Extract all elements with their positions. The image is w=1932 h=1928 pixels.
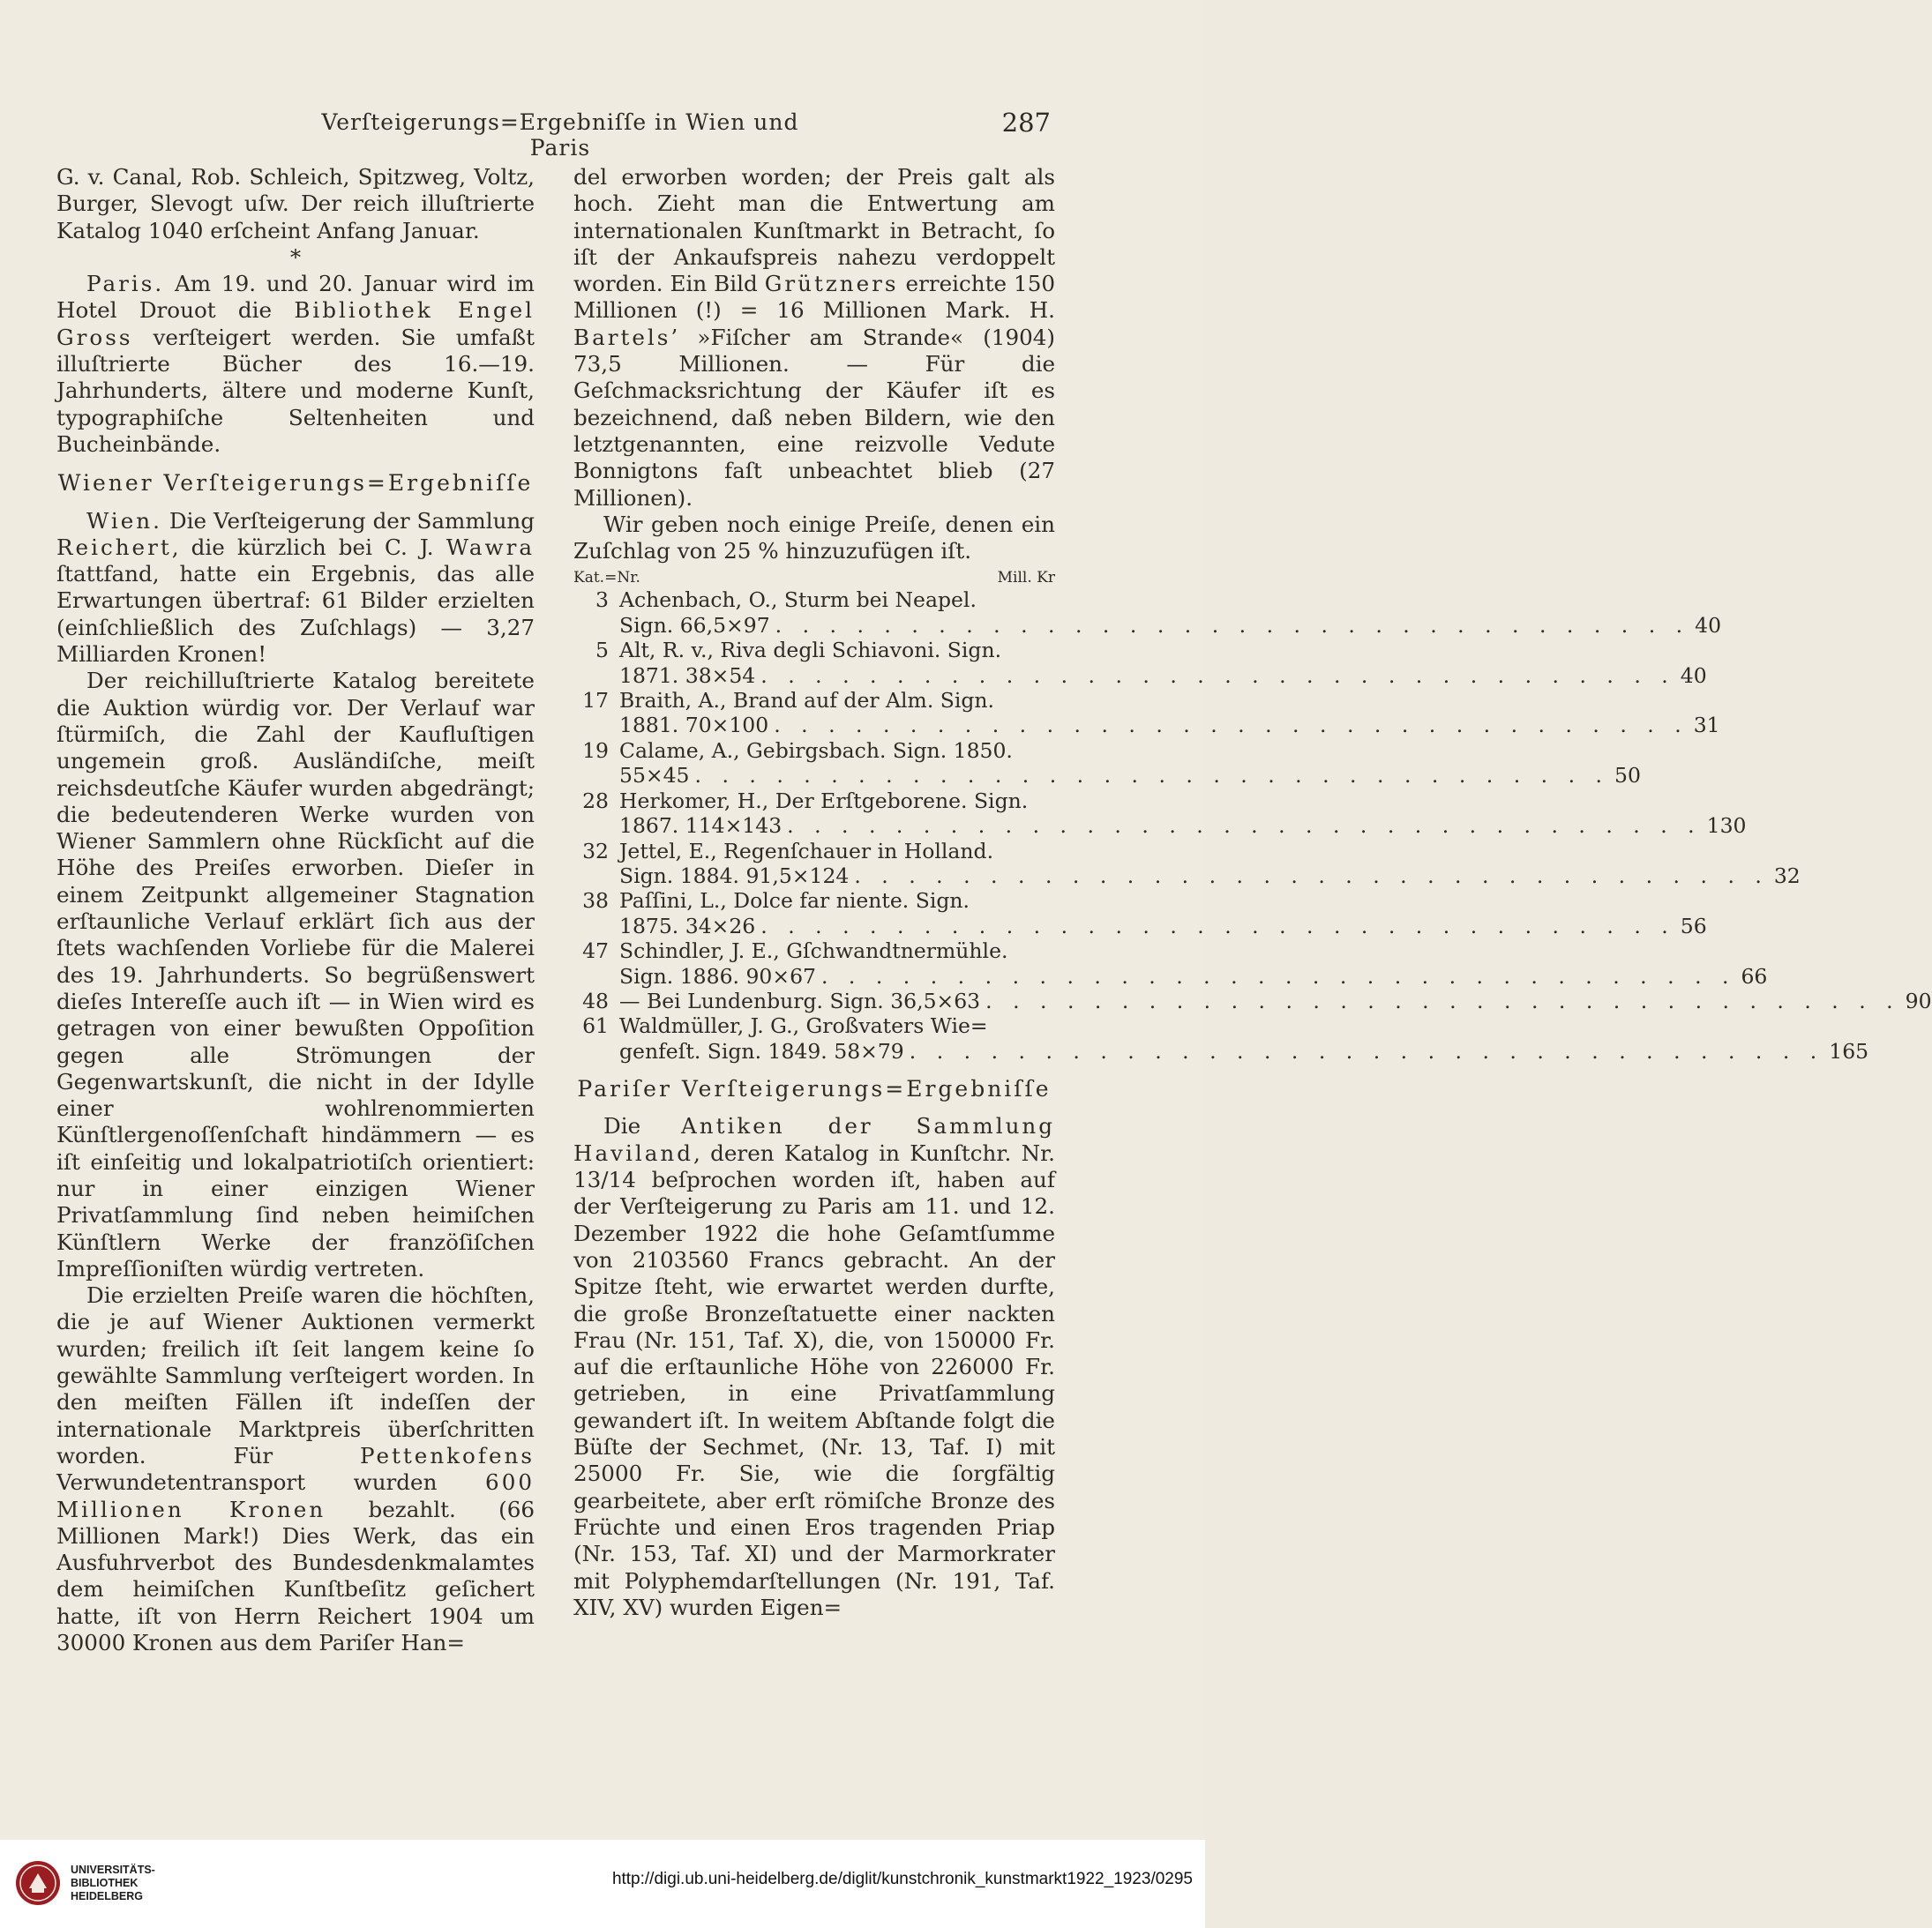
paragraph-haviland — [573, 1113, 1055, 1621]
running-head: Verſteigerungs=Ergebniſſe in Wien und Paris — [321, 109, 799, 161]
paragraph-price-list-intro: Wir geben noch einige Preiſe, denen ein Zuſchlag von 25 % hinzuzufügen iſt. — [573, 511, 1055, 564]
price-entry — [573, 688, 1720, 738]
entry-detail-line — [619, 914, 1707, 938]
entry-details: 1867. 114×143 — [619, 813, 783, 839]
leader-dots — [755, 663, 1681, 688]
text-run: ſtattfand, hatte ein Ergebnis, das alle Erwartungen übertraf: 61 Bilder erzielten (einſchließlich des Zuſchlags) — 3,27 Milliarden Kronen! — [56, 561, 535, 668]
paragraph-continued — [573, 164, 1055, 512]
entry-title: Alt, R. v., Riva degli Schiavoni. Sign. — [619, 638, 1002, 663]
catalog-number: 61 — [582, 1013, 609, 1039]
text-run: verſteigert werden. Sie umfaßt illuſtrierte Bücher des 16.—19. Jahrhunderts, ältere und moderne Kunſt, typographiſche Seltenheiten und Bucheinbände. — [56, 324, 535, 457]
place-wien: Wien. — [86, 507, 162, 534]
catalog-number: 3 — [595, 587, 609, 613]
entry-details: 55×45 — [619, 763, 690, 788]
entry-body — [619, 839, 1801, 889]
catalog-number: 5 — [595, 638, 609, 663]
entry-price: 130 — [1706, 813, 1747, 839]
text-run: , die kürzlich bei C. J. — [171, 534, 446, 560]
text-run: erreichte 150 Millionen (!) = 16 Millionen Mark. H. — [573, 271, 1055, 324]
collection-engel-gross: Bibliothek Engel Gross — [56, 297, 535, 350]
entry-body — [619, 638, 1707, 688]
entry-detail-line — [619, 964, 1767, 989]
text-run: Am 19. und 20. Januar wird im Hotel Drouot die — [56, 271, 535, 324]
entry-price: 40 — [1680, 662, 1707, 688]
entry-price: 31 — [1693, 713, 1720, 738]
entry-detail-line — [619, 713, 1720, 737]
text-run: del erworben worden; der Preis galt als hoch. Zieht man die Entwertung am internationalen Kunſtmarkt in Betracht, ſo iſt der Ankaufspreis nahezu verdoppelt worden. Ein Bild — [573, 164, 1055, 297]
entry-details: Sign. 1886. 90×67 — [619, 963, 816, 989]
entry-details: genfeſt. Sign. 1849. 58×79 — [619, 1038, 904, 1064]
entry-body — [619, 688, 1720, 738]
price-list — [573, 587, 1932, 1064]
entry-title: Calame, A., Gebirgsbach. Sign. 1850. — [619, 737, 1013, 763]
place-paris: Paris. — [86, 271, 165, 297]
catalog-number: 17 — [582, 688, 609, 714]
paragraph-munich-catalog: G. v. Canal, Rob. Schleich, Spitzweg, Voltz, Burger, Slevogt uſw. Der reich illuſtrierte Katalog 1040 erſcheint Anfang Januar. — [56, 164, 535, 243]
price-entry — [573, 938, 1768, 989]
paragraph-paris-announcement — [56, 271, 535, 458]
entry-body — [619, 938, 1767, 989]
artist-bartels: Bartels — [573, 324, 671, 350]
entry-details: 1871. 38×54 — [619, 662, 756, 688]
entry-body — [619, 587, 1721, 638]
entry-title: Waldmüller, J. G., Großvaters Wie= — [619, 1013, 988, 1039]
price-entry — [573, 1013, 1869, 1064]
source-url[interactable]: http://digi.ub.uni-heidelberg.de/diglit/kunstchronik_kunstmarkt1922_1923/0295 — [611, 1870, 1193, 1888]
heading-paris-results: Pariſer Verſteigerungs=Ergebniſſe — [577, 1076, 1052, 1102]
catalog-number: 32 — [582, 838, 609, 863]
price-entry — [573, 988, 1932, 1013]
leader-dots — [849, 863, 1774, 888]
catalog-number: 28 — [582, 788, 609, 813]
entry-title: Paſſini, L., Dolce far niente. Sign. — [619, 888, 970, 914]
price-entry — [573, 737, 1641, 788]
entry-body — [619, 888, 1707, 938]
text-run: ’ »Fiſcher am Strande« (1904) 73,5 Millionen. — Für die Geſchmacksrichtung der Käufer iſt es bezeichnend, daß neben Bildern, wie den letztgenannten, eine reizvolle Vedute Bonnigtons faſt unbeachtet blieb (27 Millionen). — [573, 324, 1055, 511]
price-entry — [573, 788, 1747, 839]
leader-dots — [755, 914, 1681, 938]
entry-details: — Bei Lundenburg. Sign. 36,5×63 — [619, 988, 981, 1013]
text-run: , deren Katalog in Kunſtchr. Nr. 13/14 beſprochen worden iſt, haben auf der Verſteigerung zu Paris am 11. und 12. Dezember 1922 die hohe Geſamtſumme von 2103560 Francs gebracht. An der Spitze ſteht, wie erwartet werden durfte, die große Bronzeſtatuette einer nackten Frau (Nr. 151, Taf. X), die, von 150000 Fr. auf die erſtaunliche Höhe von 226000 Fr. getrieben, in eine Privatſammlung gewandert iſt. In weitem Abſtande folgt die Büſte der Sechmet, (Nr. 13, Taf. I) mit 25000 Fr. Sie, wie die ſorgfältig gearbeitete, aber erſt römiſche Bronze des Früchte und einen Eros tragenden Priap (Nr. 153, Taf. XI) und der Marmorkrater mit Polyphemdarſtellungen (Nr. 191, Taf. XIV, XV) wurden Eigen= — [573, 1140, 1055, 1620]
entry-price: 66 — [1741, 963, 1768, 989]
price-list-header — [573, 568, 1055, 587]
entry-detail-line — [619, 613, 1721, 638]
leader-dots — [770, 613, 1696, 638]
catalog-number: 38 — [582, 888, 609, 914]
text-run: Die — [603, 1113, 682, 1140]
paragraph-auction-course: Der reichilluſtrierte Katalog bereitete die Auktion würdig vor. Der Verlauf war ſtürmiſch, die Zahl der Kaufluſtigen ungemein groß. Ausländiſche, meiſt reichsdeutſche Käufer wurden abgedrängt; die bedeutenderen Werke wurden von Wiener Sammlern ohne Rückſicht auf die Höhe des Preiſes erworben. Dieſer in einem Zeitpunkt allgemeiner Stagnation erſtaunliche Verlauf erklärt ſich aus der ſtets wachſenden Vorliebe für die Malerei des 19. Jahrhunderts. So begrüßenswert dieſes Intereſſe auch iſt — in Wien wird es getragen von einer bewußten Oppoſition gegen alle Strömungen der Gegenwartskunſt, die nicht in der Idylle einer wohlrenommierten Künſtlergenoſſenſchaft hindämmern — es iſt einſeitig und lokalpatriotiſch orientiert: nur in einer einzigen Wiener Privatſammlung ſind neben heimiſchen Künſtlern Werke der franzöſiſchen Impreſſioniſten würdig vertreten. — [56, 668, 535, 1282]
leader-dots — [768, 713, 1694, 737]
entry-price: 40 — [1695, 612, 1722, 638]
library-seal-icon — [14, 1859, 62, 1907]
entry-title: Herkomer, H., Der Erſtgeborene. Sign. — [619, 788, 1029, 813]
leader-dots — [980, 989, 1906, 1013]
paragraph-wien-intro — [56, 508, 535, 669]
entry-detail-line — [619, 1039, 1868, 1064]
entry-detail-line — [619, 663, 1707, 688]
text-run: bezahlt. (66 Millionen Mark!) Dies Werk, das ein Ausfuhrverbot des Bundesdenkmalamtes dem heimiſchen Kunſtbeſitz geſichert hatte, iſt von Herrn Reichert 1904 um 30000 Kronen aus dem Pariſer Han= — [56, 1496, 535, 1656]
entry-detail-line — [619, 763, 1641, 788]
page-number: 287 — [1001, 108, 1051, 138]
price-entry — [573, 838, 1801, 889]
library-name-line: UNIVERSITÄTS- — [71, 1864, 155, 1876]
entry-details: 1875. 34×26 — [619, 913, 756, 938]
entry-title: Achenbach, O., Sturm bei Neapel. — [619, 587, 977, 613]
catalog-number-label: Kat.=Nr. — [573, 569, 640, 587]
section-star: * — [289, 243, 302, 270]
left-column — [56, 164, 535, 1656]
text-run: Die Verſteigerung der Sammlung — [161, 507, 535, 534]
entry-body — [619, 788, 1747, 839]
entry-detail-line — [619, 989, 1932, 1013]
dealer-wawra: Wawra — [446, 534, 535, 560]
footer-bar — [0, 1840, 1205, 1928]
price-entry — [573, 888, 1707, 938]
entry-price: 50 — [1614, 763, 1641, 788]
price-600-millionen: 600 Millionen Kronen — [56, 1469, 535, 1522]
leader-dots — [904, 1039, 1830, 1064]
entry-title: Schindler, J. E., Gſchwandtnermühle. — [619, 938, 1008, 964]
entry-body — [619, 1013, 1868, 1064]
entry-body — [619, 738, 1641, 788]
entry-details: Sign. 1884. 91,5×124 — [619, 863, 850, 888]
price-entry — [573, 587, 1722, 638]
price-entry — [573, 638, 1707, 688]
entry-price: 32 — [1773, 863, 1801, 888]
library-name-line: HEIDELBERG — [71, 1890, 143, 1902]
entry-details: Sign. 66,5×97 — [619, 612, 770, 638]
library-name — [71, 1864, 155, 1903]
entry-detail-line — [619, 813, 1747, 838]
text-run: Die erzielten Preiſe waren die höchſten, die je auf Wiener Auktionen vermerkt wurden; freilich iſt ſeit langem keine ſo gewählte Sammlung verſteigert worden. In den meiſten Fällen iſt indeſſen der internationale Marktpreis überſchritten worden. Für — [56, 1282, 535, 1468]
leader-dots — [690, 763, 1615, 788]
entry-price: 56 — [1680, 913, 1707, 938]
catalog-number: 47 — [582, 938, 609, 964]
library-name-line: BIBLIOTHEK — [71, 1877, 139, 1889]
paragraph-prices — [56, 1282, 535, 1656]
artist-gruetzner: Grützners — [764, 271, 899, 297]
heading-wien-results: Wiener Verſteigerungs=Ergebniſſe — [57, 470, 534, 497]
currency-label: Mill. Kr — [997, 569, 1055, 587]
entry-price: 165 — [1829, 1038, 1869, 1064]
entry-details: 1881. 70×100 — [619, 713, 769, 738]
leader-dots — [782, 813, 1707, 838]
entry-body — [619, 989, 1932, 1013]
leader-dots — [816, 964, 1741, 989]
collector-reichert: Reichert — [56, 534, 172, 560]
artist-pettenkofen: Pettenkofens — [360, 1442, 535, 1468]
entry-detail-line — [619, 863, 1801, 888]
entry-title: Braith, A., Brand auf der Alm. Sign. — [619, 688, 995, 714]
catalog-number: 48 — [582, 988, 609, 1013]
entry-title: Jettel, E., Regenſchauer in Holland. — [619, 838, 994, 863]
catalog-number: 19 — [582, 737, 609, 763]
right-column — [573, 164, 1932, 1621]
text-run: Verwundetentransport wurden — [56, 1469, 486, 1496]
entry-price: 90 — [1905, 988, 1932, 1013]
collection-haviland: Antiken der Sammlung Haviland — [573, 1113, 1055, 1166]
